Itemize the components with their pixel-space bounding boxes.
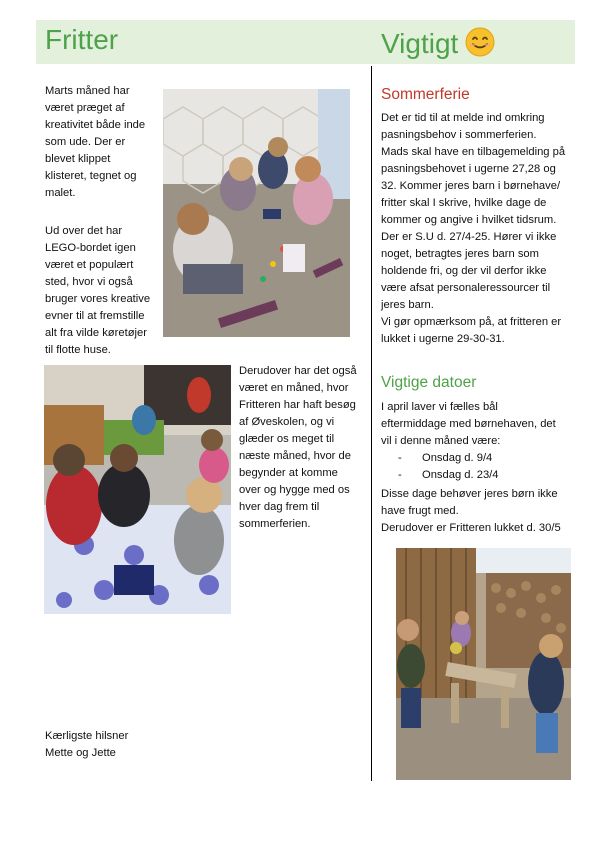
intro-paragraph: Marts måned har været præget af kreativitet både inde som ude. Der er blevet klippet klisteret, tegnet og malet. bbox=[45, 85, 146, 199]
oveskolen-paragraph: Derudover har det også været en måned, hvor Fritteren har haft besøg af Øveskolen, og vi glæder os meget til næste måned, hvor de begynder at komme over og hygge med os hver dag frem til sommerferien. bbox=[239, 365, 357, 530]
sommerferie-heading: Sommerferie bbox=[381, 86, 470, 103]
vigtige-datoer-heading: Vigtige datoer bbox=[381, 374, 477, 391]
lego-paragraph: Ud over det har LEGO-bordet igen været et populært sted, hvor vi også bruger vores kreative evner til at fremstille alt fra vilde køretøjer til flotte huse. bbox=[45, 225, 151, 356]
smiling-face-icon bbox=[465, 27, 495, 57]
sommerferie-text: Det er tid til at melde ind omkring pasningsbehov i sommerferien. Mads skal have en tilbagemelding på pasningsbehovet i ugerne 27,28 og 32. Kommer jeres barn i børnehave/ fritter skal I skrive, hvilke dage de kommer og angive i hvilket tidsrum. Der er S.U d. 27/4-25. Hører vi ikke noget, betragtes jeres barn som holdende fri, og der vil derfor ikke være afsat personaleressourcer til jeres barn. Vi gør opmærksom på, at fritteren er lukket i ugerne 29-30-31. bbox=[381, 112, 566, 345]
dates-outro: Disse dage behøver jeres børn ikke have frugt med. Derudover er Fritteren lukket d. 30/5 bbox=[381, 488, 561, 534]
dates-intro: I april laver vi fælles bål eftermiddage med børnehaven, det vil i denne måned være: bbox=[381, 401, 556, 447]
dates-list bbox=[398, 450, 499, 484]
closing-greeting: Kærligste hilsner Mette og Jette bbox=[45, 730, 129, 759]
list-item: - Onsdag d. 9/4 bbox=[398, 452, 493, 464]
painting-kids-photo bbox=[163, 89, 350, 337]
lego-table-photo bbox=[44, 365, 231, 614]
fritter-title: Fritter bbox=[45, 24, 119, 55]
list-item: - Onsdag d. 23/4 bbox=[398, 469, 499, 481]
woodshed-kids-photo bbox=[396, 548, 571, 780]
vigtigt-title: Vigtigt bbox=[381, 28, 459, 59]
column-divider bbox=[371, 66, 372, 781]
